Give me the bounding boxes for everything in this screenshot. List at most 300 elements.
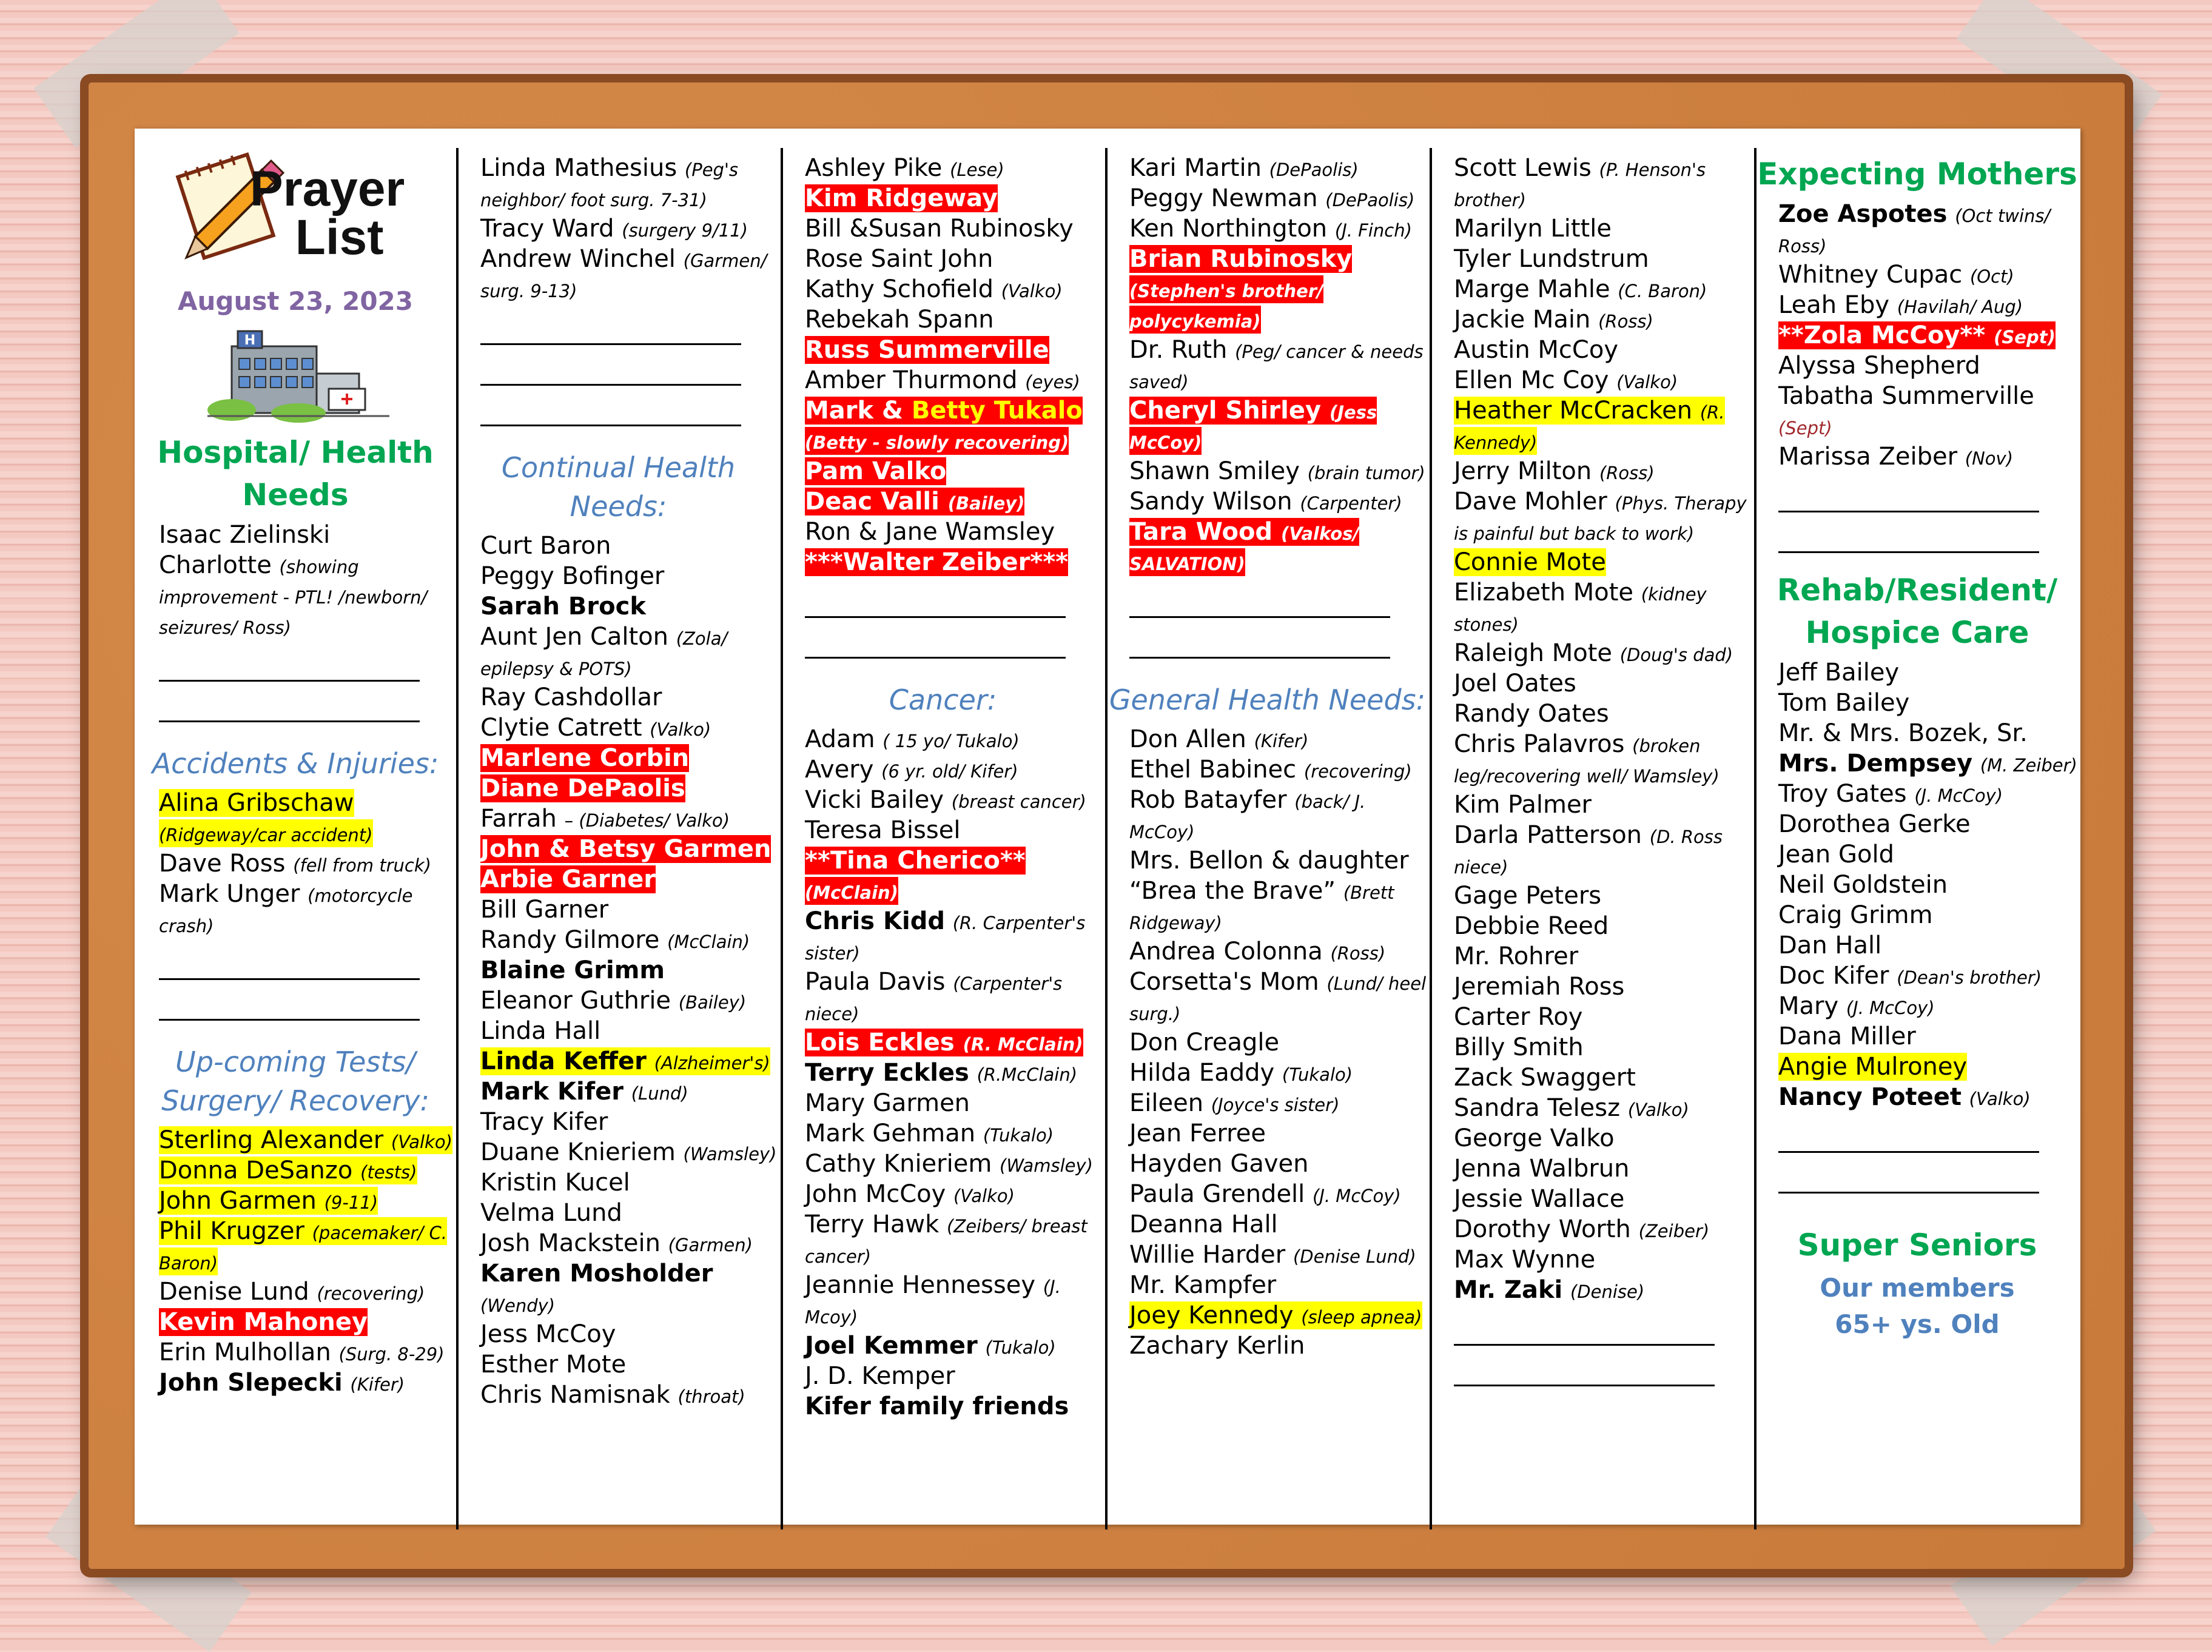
list-item-text: [805, 786, 1086, 814]
person-note: (Zola/ epilepsy & POTS): [480, 628, 728, 679]
list-item: [1129, 1300, 1430, 1331]
person-name: Bill &Susan Rubinosky: [805, 215, 1074, 243]
list-item: [805, 1088, 1105, 1118]
list-item-text: [1778, 932, 1881, 959]
list-item: [805, 1058, 1105, 1088]
list-item: [480, 1076, 781, 1107]
person-note: (Lund/ heel surg.): [1129, 973, 1427, 1024]
list-item-text: [1778, 1022, 1916, 1050]
person-note: (showing improvement - PTL! /newborn/ seizures/ Ross): [159, 557, 428, 638]
person-name: Jeannie Hennessey: [805, 1271, 1036, 1299]
person-note: (Joyce's sister): [1211, 1095, 1340, 1115]
blank-line: [1778, 1172, 2039, 1194]
list-item-text: [1454, 154, 1706, 212]
list-item-text: [1129, 1332, 1305, 1360]
list-item-text: [159, 1308, 368, 1336]
list-item-text: [1454, 215, 1612, 243]
list-item-text: [1454, 488, 1747, 546]
person-name: George Valko: [1454, 1124, 1615, 1152]
list-item: [1454, 456, 1754, 486]
person-name: Leah Eby: [1778, 291, 1890, 319]
person-note: (R. Kennedy): [1454, 402, 1725, 453]
person-note: (kidney stones): [1454, 584, 1707, 635]
person-note: (Sept): [1778, 418, 1832, 438]
list-item: [480, 1046, 781, 1076]
person-name: Mark Gehman: [805, 1120, 976, 1147]
list-item: [1129, 244, 1430, 335]
list-item: [480, 1380, 781, 1410]
person-note: (Garmen): [668, 1235, 753, 1255]
list-item: [1129, 153, 1430, 183]
list-item-text: [1454, 397, 1725, 455]
list-item: [1454, 1214, 1754, 1244]
person-name: Andrew Winchel: [480, 245, 676, 273]
list-item-text: [480, 623, 727, 681]
person-note: (Tukalo): [1282, 1064, 1353, 1085]
hospital-icon: [207, 328, 389, 425]
list-item-text: [480, 1381, 745, 1409]
person-name: Raleigh Mote: [1454, 639, 1612, 667]
list-item: [805, 395, 1105, 456]
person-name: Marge Mahle: [1454, 275, 1610, 303]
blank-line: [480, 364, 741, 386]
list-item-text: [1778, 321, 2056, 349]
list-item: [1129, 517, 1430, 577]
list-item: [1454, 1002, 1754, 1032]
person-note: (Valko): [650, 719, 711, 740]
person-name: Jerry Milton: [1454, 457, 1592, 485]
list-item-text: [480, 926, 750, 954]
person-name: Doc Kifer: [1778, 962, 1889, 990]
list-item-text: [159, 1217, 447, 1275]
person-name: Randy Gilmore: [480, 926, 660, 954]
section-title: Up-coming Tests/ Surgery/ Recovery:: [161, 1046, 429, 1117]
list-item: [480, 213, 781, 244]
list-item: [1454, 153, 1754, 213]
list-item: [1778, 657, 2080, 688]
list-item-text: [1454, 366, 1678, 394]
person-name: ***Walter Zeiber***: [805, 548, 1069, 576]
list-item: [805, 213, 1105, 244]
list-item-text: [1778, 382, 2034, 440]
list-item: [159, 520, 456, 550]
person-note: ( 15 yo/ Tukalo): [882, 731, 1020, 751]
list-item: [159, 1155, 456, 1186]
list-item-text: [805, 1392, 1069, 1420]
list-item-text: [159, 1157, 417, 1184]
person-name: Mrs. Dempsey: [1778, 750, 1973, 777]
list-item: [1129, 1058, 1430, 1088]
person-name: Whitney Cupac: [1778, 261, 1963, 289]
list-item-text: [1129, 1210, 1278, 1238]
list-item: [159, 1125, 456, 1155]
person-name: Joey Kennedy: [1129, 1301, 1294, 1329]
list-item-text: [1454, 1215, 1709, 1243]
list-item: [1454, 486, 1754, 547]
list-item-text: [480, 1138, 776, 1166]
person-name: Isaac Zielinski: [159, 521, 331, 549]
list-item: [159, 550, 456, 641]
list-item-text: [805, 1059, 1077, 1087]
list-item-text: [1129, 1120, 1266, 1147]
list-item-text: [805, 245, 993, 273]
list-item-text: [480, 1320, 616, 1348]
person-name: Mary Garmen: [805, 1089, 970, 1117]
list-item: [1129, 724, 1430, 754]
person-note: (back/ J. McCoy): [1129, 791, 1366, 842]
person-note: (Zeibers/ breast cancer): [805, 1216, 1088, 1267]
person-note: (Ross): [1598, 311, 1653, 332]
list-item-text: [1454, 1246, 1595, 1274]
person-note: (J. McCoy): [1846, 998, 1935, 1018]
list-item-text: [1129, 1150, 1308, 1178]
list-item: [805, 1149, 1105, 1179]
person-name: John Garmen: [159, 1187, 317, 1215]
person-name: Neil Goldstein: [1778, 871, 1948, 899]
person-name: Donna DeSanzo: [159, 1157, 353, 1184]
person-name: Jean Gold: [1778, 841, 1894, 868]
list-item: [1778, 260, 2080, 290]
person-note: (Peg/ cancer & needs saved): [1129, 341, 1424, 392]
person-name: Don Creagle: [1129, 1029, 1280, 1056]
person-note: (Tukalo): [985, 1337, 1056, 1358]
list-item: [1454, 638, 1754, 668]
list-item: [1454, 547, 1754, 577]
list-item-text: [1778, 871, 1948, 899]
person-note: (Bailey): [947, 493, 1025, 514]
column-5: [1430, 129, 1754, 1525]
list-item-text: [159, 1126, 452, 1154]
list-item-text: [805, 548, 1068, 576]
list-item-text: [1778, 352, 1980, 380]
list-item-text: [1778, 659, 1899, 687]
list-item-text: [480, 562, 664, 590]
person-name: “Brea the Brave”: [1129, 877, 1336, 905]
list-item: [1129, 183, 1430, 213]
list-item: [1454, 790, 1754, 820]
list-item: [805, 1361, 1105, 1391]
blank-line: [1454, 1365, 1715, 1386]
list-item-text: [805, 1362, 955, 1390]
list-item: [159, 879, 456, 939]
person-note: (J. Finch): [1334, 220, 1412, 241]
blank-line: [805, 597, 1066, 618]
list-item: [805, 754, 1105, 785]
list-item: [1778, 442, 2080, 472]
list-item-text: [1129, 786, 1365, 844]
list-item-text: [480, 1078, 688, 1106]
person-name: Angie Mulroney: [1778, 1053, 1968, 1081]
person-name: J. D. Kemper: [805, 1362, 955, 1390]
list-item: [1129, 845, 1430, 876]
person-note: (fell from truck): [293, 855, 431, 876]
column-3-body: [781, 129, 1105, 1422]
list-item: [1778, 718, 2080, 748]
person-name: Cathy Knieriem: [805, 1150, 992, 1178]
list-item-text: [1454, 245, 1649, 273]
list-item-text: [1778, 992, 1935, 1020]
list-item-text: [1129, 488, 1402, 515]
person-name: Chris Palavros: [1454, 730, 1625, 758]
person-name: Kevin Mahoney: [159, 1308, 368, 1336]
list-item: [805, 906, 1105, 967]
person-note: (C. Baron): [1618, 281, 1707, 301]
list-item-text: [480, 835, 771, 863]
person-name: Tara Wood: [1129, 518, 1273, 546]
person-name: Hilda Eaddy: [1129, 1059, 1275, 1087]
person-name: Shawn Smiley: [1129, 457, 1300, 485]
person-name: Bill Garner: [480, 896, 609, 924]
person-name: Jeff Bailey: [1778, 659, 1900, 687]
list-item: [1454, 395, 1754, 456]
person-name: Darla Patterson: [1454, 821, 1642, 849]
list-item: [1129, 1270, 1430, 1300]
list-item-text: [1454, 457, 1655, 485]
list-item: [480, 895, 781, 925]
list-item: [805, 244, 1105, 274]
list-item: [480, 834, 781, 864]
person-name: Esther Mote: [480, 1351, 627, 1378]
list-item: [1778, 961, 2080, 991]
list-item: [805, 153, 1105, 183]
list-item-text: [1129, 756, 1412, 784]
person-name: Mark Unger: [159, 880, 300, 908]
list-item-text: [159, 789, 373, 847]
person-note: (Dean's brother): [1897, 967, 2042, 988]
list-item-text: [1129, 518, 1359, 576]
list-item-text: [480, 1229, 753, 1257]
person-note: (J. Mcoy): [805, 1277, 1061, 1328]
person-name: Rebekah Spann: [805, 306, 994, 334]
column-4-body: [1105, 129, 1430, 1361]
list-item: [1129, 1088, 1430, 1118]
list-item: [159, 1307, 456, 1337]
person-note: (Wendy): [480, 1295, 556, 1316]
person-note: (Valko): [1616, 372, 1678, 392]
list-item-text: [1129, 877, 1394, 935]
person-note: (D. Ross niece): [1454, 827, 1723, 878]
list-item-text: [805, 457, 946, 485]
person-note: (Tukalo): [983, 1125, 1054, 1146]
person-name: Aunt Jen Calton: [480, 623, 668, 651]
list-item-text: [480, 1047, 770, 1075]
list-item: [1454, 881, 1754, 911]
person-name: Kathy Schofield: [805, 275, 993, 303]
list-item-text: [1454, 670, 1576, 697]
list-item-text: [805, 1089, 970, 1117]
list-item: [1778, 1052, 2080, 1082]
list-item-text: [480, 593, 646, 620]
list-item: [480, 531, 781, 561]
person-name: Avery: [805, 756, 874, 784]
person-note: (recovering): [1303, 761, 1412, 782]
list-item: [480, 1167, 781, 1198]
list-item: [805, 274, 1105, 304]
section-title: General Health Needs:: [1109, 683, 1426, 716]
blank-line: [1778, 491, 2039, 512]
person-name: Kristin Kucel: [480, 1169, 630, 1197]
list-item: [1454, 1123, 1754, 1153]
list-item-text: [1454, 336, 1618, 364]
list-item-text: [1129, 215, 1412, 243]
person-name: Chris Namisnak: [480, 1381, 670, 1409]
list-item: [1129, 1149, 1430, 1179]
person-name: John & Betsy Garmen: [480, 835, 772, 863]
list-item: [1778, 688, 2080, 718]
person-note: (Oct twins/ Ross): [1778, 206, 2051, 257]
list-item-text: [805, 1029, 1083, 1056]
person-name: Tracy Kifer: [480, 1108, 608, 1136]
person-name: Farrah: [480, 805, 557, 833]
list-item: [805, 845, 1105, 906]
list-item-text: [480, 805, 730, 833]
person-name: John Slepecki: [159, 1369, 343, 1397]
person-name: Joel Oates: [1454, 670, 1576, 697]
list-item-text: [1454, 973, 1624, 1001]
person-note: (Phys. Therapy is painful but back to work): [1454, 493, 1747, 544]
person-name: Velma Lund: [480, 1199, 622, 1227]
list-item-text: [1129, 245, 1352, 334]
person-name: Paula Davis: [805, 968, 946, 996]
person-note: (Doug's dad): [1619, 645, 1733, 665]
list-item-text: [1778, 261, 2014, 289]
list-item-text: [480, 1169, 630, 1197]
blank-line: [1129, 637, 1390, 659]
list-item-text: [480, 154, 738, 212]
column-3: [781, 129, 1105, 1525]
person-note: (sleep apnea): [1301, 1307, 1422, 1328]
list-item: [1778, 1021, 2080, 1052]
list-item-text: [805, 1120, 1054, 1147]
list-item: [805, 1270, 1105, 1331]
person-note: (Valko): [1969, 1089, 2031, 1109]
person-name: Mr. Rohrer: [1454, 942, 1579, 970]
person-name: Terry Hawk: [805, 1210, 940, 1238]
person-name: Dorothy Worth: [1454, 1215, 1631, 1243]
list-item-text: [1778, 443, 2013, 471]
person-name: Andrea Colonna: [1129, 938, 1323, 965]
person-name: Marlene Corbin: [480, 744, 690, 772]
person-name: Curt Baron: [480, 532, 611, 560]
person-note: (tests): [360, 1162, 417, 1183]
blank-line: [1129, 597, 1390, 618]
person-name: Dave Mohler: [1454, 488, 1607, 515]
list-item-text: [1778, 841, 1894, 868]
list-item: [805, 517, 1105, 547]
person-name: Tyler Lundstrum: [1454, 245, 1649, 273]
list-item: [1778, 991, 2080, 1021]
person-note: (J. McCoy): [1313, 1186, 1401, 1206]
list-item-text: [1454, 1033, 1584, 1061]
person-name: Zoe Aspotes: [1778, 200, 1948, 228]
list-item: [805, 1391, 1105, 1422]
list-item: [805, 815, 1105, 845]
list-item: [1454, 244, 1754, 274]
person-note: (Garmen/ surg. 9-13): [480, 250, 767, 301]
person-name: Duane Knieriem: [480, 1138, 676, 1166]
list-item: [1129, 967, 1430, 1027]
list-item-text: [805, 518, 1055, 546]
person-name: Ellen Mc Coy: [1454, 366, 1609, 394]
person-name: Sterling Alexander: [159, 1126, 384, 1154]
list-item-text: [1778, 689, 1909, 717]
person-name: Kifer family friends: [805, 1392, 1069, 1420]
list-item-text: [1454, 942, 1578, 970]
svg-text:H: H: [244, 333, 256, 348]
person-name: Mark &: [805, 397, 912, 425]
list-item-text: [805, 1271, 1061, 1329]
list-item: [1778, 870, 2080, 900]
person-note: (broken leg/recovering well/ Wamsley): [1454, 736, 1720, 787]
list-item-text: [1129, 184, 1414, 212]
list-item: [1129, 486, 1430, 517]
blank-line: [1454, 1325, 1715, 1346]
list-item-text: [1129, 457, 1425, 485]
person-note: (Lund): [631, 1083, 688, 1104]
person-name: Peggy Newman: [1129, 184, 1318, 212]
person-note: (pacemaker/ C. Baron): [159, 1223, 447, 1274]
prayer-list-logo: [135, 129, 456, 274]
list-item: [480, 1016, 781, 1046]
list-item-text: [805, 154, 1004, 182]
logo-text: [250, 161, 405, 265]
list-item-text: [805, 488, 1024, 515]
super-seniors-line1: Our members: [1820, 1273, 2015, 1303]
list-item: [805, 547, 1105, 577]
list-item: [480, 864, 781, 895]
person-note: (Ross): [1330, 943, 1386, 964]
list-item-text: [159, 521, 330, 549]
person-note: – (Diabetes/ Valko): [564, 810, 730, 831]
person-name: Austin McCoy: [1454, 336, 1618, 364]
person-name: Debbie Reed: [1454, 912, 1609, 940]
list-item: [805, 1209, 1105, 1270]
person-name: Tabatha Summerville: [1778, 382, 2034, 410]
list-item: [159, 788, 456, 848]
person-name: Kari Martin: [1129, 154, 1262, 182]
person-note: (J. McCoy): [1914, 785, 2003, 806]
person-name: Willie Harder: [1129, 1241, 1286, 1269]
list-item-text: [1129, 1271, 1276, 1299]
person-name: Kim Palmer: [1454, 791, 1592, 819]
list-item-text: [805, 816, 960, 844]
person-name: Mr. Kampfer: [1129, 1271, 1277, 1299]
person-name: Craig Grimm: [1778, 901, 1933, 929]
list-item: [1129, 335, 1430, 395]
list-item-text: [805, 756, 1018, 784]
blank-line: [480, 324, 741, 345]
list-item-text: [1454, 579, 1707, 637]
list-item: [1778, 930, 2080, 961]
list-item: [480, 622, 781, 682]
column-4: [1105, 129, 1430, 1525]
list-item: [1454, 1244, 1754, 1275]
list-item: [480, 804, 781, 834]
person-name: Scott Lewis: [1454, 154, 1592, 182]
list-item-text: [1454, 639, 1733, 667]
list-item: [1778, 320, 2080, 351]
person-name: Mark Kifer: [480, 1078, 624, 1106]
person-name: Heather McCracken: [1454, 397, 1693, 425]
list-item-text: [1454, 1276, 1644, 1304]
list-item-text: [1778, 750, 2077, 777]
list-item: [1454, 274, 1754, 304]
person-name: Karen Mosholder: [480, 1260, 713, 1288]
list-item: [1454, 972, 1754, 1002]
person-name: Zachary Kerlin: [1129, 1332, 1305, 1360]
list-item-text: [1129, 1029, 1279, 1056]
list-item: [480, 1137, 781, 1167]
